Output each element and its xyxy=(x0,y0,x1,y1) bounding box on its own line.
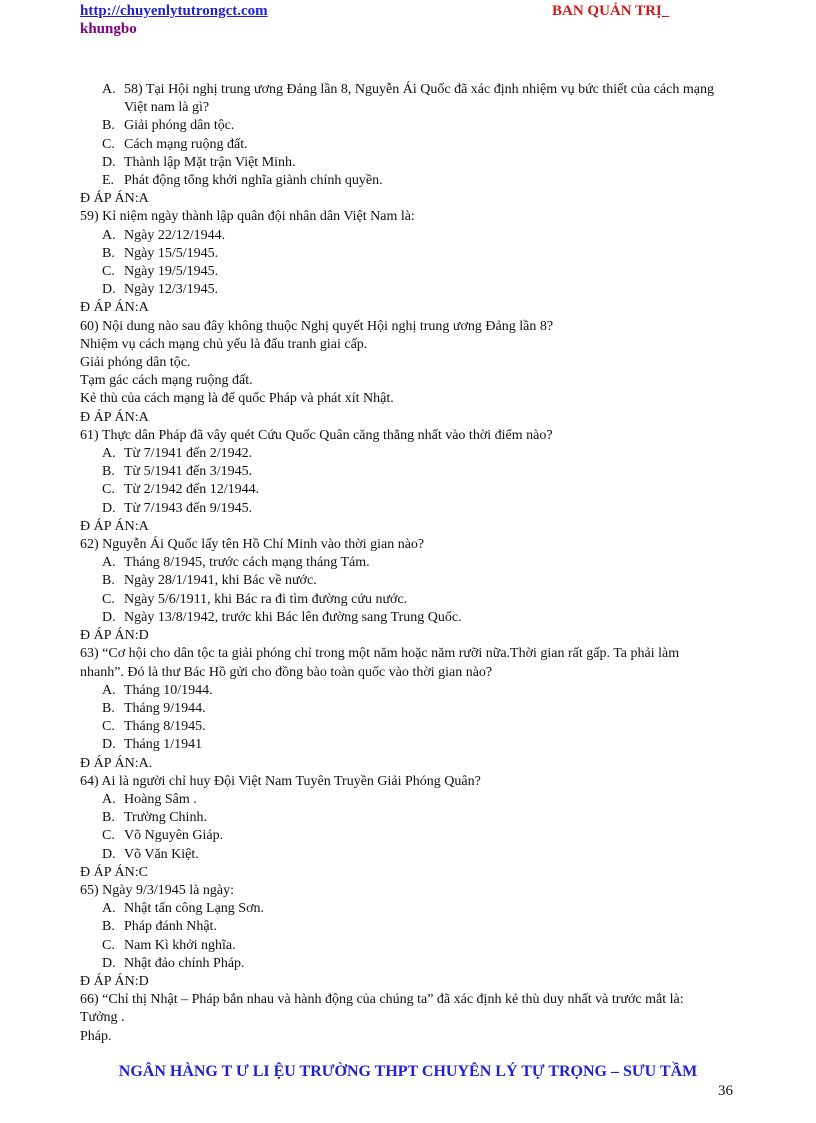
option-letter: C. xyxy=(102,136,115,152)
option-text: Võ Nguyên Giáp. xyxy=(124,828,224,844)
option-letter: B. xyxy=(102,573,115,589)
option-text: Tháng 8/1945, trước cách mạng tháng Tám. xyxy=(124,555,370,571)
answer-58: Đ ÁP ÁN:A xyxy=(80,191,149,207)
option-letter: B. xyxy=(102,700,115,716)
option-text: Từ 7/1941 đến 2/1942. xyxy=(124,446,253,462)
option-text: Ngày 28/1/1941, khi Bác về nước. xyxy=(124,573,317,589)
option-text: Trường Chinh. xyxy=(124,810,207,826)
option-text: Từ 2/1942 đến 12/1944. xyxy=(124,482,260,498)
list-item xyxy=(80,154,740,172)
option-text: Võ Văn Kiệt. xyxy=(124,846,199,862)
option-letter: C. xyxy=(102,482,115,498)
site-link[interactable]: http://chuyenlytutrongct.com xyxy=(80,3,268,19)
list-item xyxy=(80,572,740,590)
list-item xyxy=(80,445,740,463)
list-item: Kẻ thù của cách mạng là đế quốc Pháp và phát xít Nhật. xyxy=(80,391,394,407)
list-item xyxy=(80,900,740,918)
list-item xyxy=(80,117,740,135)
option-letter: A. xyxy=(102,227,116,243)
answer-65: Đ ÁP ÁN:D xyxy=(80,973,149,989)
list-item xyxy=(80,136,740,154)
question-63-cont: nhanh”. Đó là thư Bác Hồ gửi cho đồng bào toàn quốc vào thời gian nào? xyxy=(80,664,493,680)
option-letter: C. xyxy=(102,719,115,735)
footer-banner: NGÂN HÀNG T Ư LI ỆU TRƯỜNG THPT CHUYÊN LÝ TỰ TRỌNG – SƯU TẦM xyxy=(118,1063,698,1080)
option-text: Ngày 22/12/1944. xyxy=(124,227,226,243)
option-text: Tháng 8/1945. xyxy=(124,719,206,735)
list-item: Tạm gác cách mạng ruộng đất. xyxy=(80,373,253,389)
list-item xyxy=(80,718,740,736)
option-letter: C. xyxy=(102,264,115,280)
question-61: 61) Thực dân Pháp đã vây quét Cứu Quốc Quân căng thẳng nhất vào thời điểm nào? xyxy=(80,427,553,443)
list-item xyxy=(80,827,740,845)
option-letter: C. xyxy=(102,828,115,844)
question-65: 65) Ngày 9/3/1945 là ngày: xyxy=(80,882,234,898)
option-letter: A. xyxy=(102,82,116,97)
option-letter: D. xyxy=(102,282,116,298)
option-letter: A. xyxy=(102,446,116,462)
list-item xyxy=(80,263,740,281)
option-text: Nam Kì khởi nghĩa. xyxy=(124,937,236,953)
list-item: Nhiệm vụ cách mạng chủ yếu là đấu tranh giai cấp. xyxy=(80,336,368,352)
option-text: Ngày 19/5/1945. xyxy=(124,264,219,280)
question-62: 62) Nguyễn Ái Quốc lấy tên Hồ Chí Minh vào thời gian nào? xyxy=(80,537,425,553)
option-text: Từ 5/1941 đến 3/1945. xyxy=(124,464,253,480)
list-item xyxy=(80,591,740,609)
username-label: khungbo xyxy=(80,21,137,37)
list-item xyxy=(80,227,740,245)
option-letter: D. xyxy=(102,737,116,753)
question-66: 66) “Chỉ thị Nhật – Pháp bắn nhau và hành động của chúng ta” đã xác định kẻ thù duy nhất và trước mắt là: xyxy=(80,992,684,1008)
option-letter: B. xyxy=(102,464,115,480)
option-letter: C. xyxy=(102,937,115,953)
option-letter: D. xyxy=(102,154,116,170)
option-text: Từ 7/1943 đến 9/1945. xyxy=(124,500,253,516)
option-letter: D. xyxy=(102,500,116,516)
list-item xyxy=(80,791,740,809)
option-letter: C. xyxy=(102,591,115,607)
option-text: Ngày 12/3/1945. xyxy=(124,282,219,298)
list-item xyxy=(80,937,740,955)
option-text: Ngày 13/8/1942, trước khi Bác lên đường sang Trung Quốc. xyxy=(124,609,462,625)
admin-label: BAN QUẢN TRỊ_ xyxy=(552,3,670,19)
option-letter: D. xyxy=(102,609,116,625)
list-item xyxy=(80,500,740,518)
list-item xyxy=(80,809,740,827)
option-letter: A. xyxy=(102,791,116,807)
option-letter: D. xyxy=(102,846,116,862)
document-body xyxy=(80,81,740,1046)
question-64: 64) Ai là người chỉ huy Đội Việt Nam Tuyên Truyền Giải Phóng Quân? xyxy=(80,773,481,789)
question-63: 63) “Cơ hội cho dân tộc ta giải phóng chỉ trong một năm hoặc năm rưỡi nữa.Thời gian rất gấp. Ta phải làm xyxy=(80,646,680,662)
question-text: 58) Tại Hội nghị trung ương Đảng lần 8, Nguyễn Ái Quốc đã xác định nhiệm vụ bức thiết của cách mạng Việt nam là gì? xyxy=(124,82,714,116)
question-60: 60) Nội dung nào sau đây không thuộc Nghị quyết Hội nghị trung ương Đảng lần 8? xyxy=(80,318,554,334)
option-text: Pháp đánh Nhật. xyxy=(124,919,217,935)
answer-62: Đ ÁP ÁN:D xyxy=(80,628,149,644)
option-text: Cách mạng ruộng đất. xyxy=(124,136,248,152)
option-letter: B. xyxy=(102,118,115,134)
list-item xyxy=(80,736,740,754)
list-item xyxy=(80,554,740,572)
question-59: 59) Kỉ niệm ngày thành lập quân đội nhân dân Việt Nam là: xyxy=(80,209,415,225)
list-item xyxy=(80,609,740,627)
option-letter: D. xyxy=(102,955,116,971)
list-item xyxy=(80,682,740,700)
option-text: Nhật đảo chính Pháp. xyxy=(124,955,245,971)
list-item xyxy=(80,463,740,481)
question-58 xyxy=(80,81,740,117)
option-text: Tháng 9/1944. xyxy=(124,700,206,716)
list-item xyxy=(80,846,740,864)
option-text: Phát động tổng khởi nghĩa giành chính quyền. xyxy=(124,173,383,189)
option-letter: B. xyxy=(102,919,115,935)
option-text: Giải phóng dân tộc. xyxy=(124,118,235,134)
option-letter: B. xyxy=(102,810,115,826)
list-item: Pháp. xyxy=(80,1028,112,1044)
answer-64: Đ ÁP ÁN:C xyxy=(80,864,148,880)
option-text: Thành lập Mặt trận Việt Minh. xyxy=(124,154,296,170)
list-item xyxy=(80,172,740,190)
list-item xyxy=(80,700,740,718)
option-letter: E. xyxy=(102,173,115,189)
list-item xyxy=(80,481,740,499)
list-item xyxy=(80,955,740,973)
list-item: Tưởng . xyxy=(80,1010,125,1026)
option-text: Ngày 5/6/1911, khi Bác ra đi tìm đường cứu nước. xyxy=(124,591,408,607)
option-text: Nhật tấn công Lạng Sơn. xyxy=(124,901,264,917)
option-text: Tháng 1/1941 xyxy=(124,737,203,753)
answer-59: Đ ÁP ÁN:A xyxy=(80,300,149,316)
option-text: Ngày 15/5/1945. xyxy=(124,245,219,261)
option-letter: A. xyxy=(102,682,116,698)
page-number: 36 xyxy=(718,1083,733,1099)
list-item xyxy=(80,245,740,263)
option-letter: A. xyxy=(102,901,116,917)
list-item xyxy=(80,281,740,299)
option-text: Hoàng Sâm . xyxy=(124,791,197,807)
answer-60: Đ ÁP ÁN:A xyxy=(80,409,149,425)
answer-63: Đ ÁP ÁN:A. xyxy=(80,755,153,771)
list-item xyxy=(80,918,740,936)
answer-61: Đ ÁP ÁN:A xyxy=(80,518,149,534)
option-letter: A. xyxy=(102,555,116,571)
list-item: Giải phóng dân tộc. xyxy=(80,355,191,371)
option-text: Tháng 10/1944. xyxy=(124,682,213,698)
option-letter: B. xyxy=(102,245,115,261)
